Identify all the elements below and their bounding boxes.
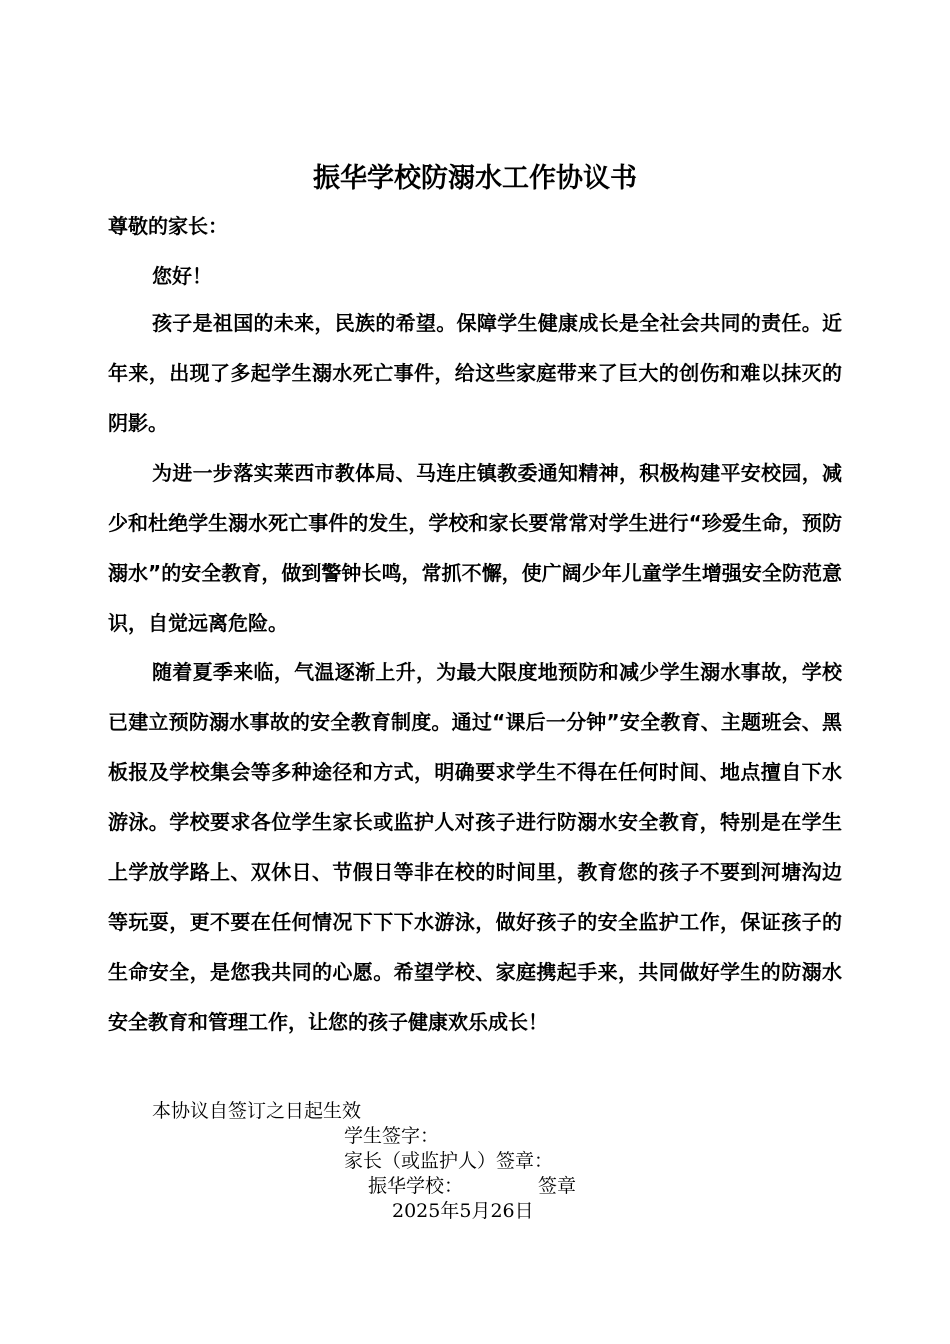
parent-signature-line: 家长（或监护人）签章： [344,1150,554,1172]
greeting: 您好！ [152,264,212,288]
paragraph: 随着夏季来临，气温逐渐上升，为最大限度地预防和减少学生溺水事故，学校已建立预防溺水事故的安全教育制度。通过“课后一分钟”安全教育、主题班会、黑板报及学校集会等多种途径和方式，明确要求学生不得在任何时间、地点擅自下水游泳。学校要求各位学生家长或监护人对孩子进行防溺水安全教育，特别是在学生上学放学路上、双休日、节假日等非在校的时间里，教育您的孩子不要到河塘沟边等玩耍，更不要在任何情况下下下水游泳，做好孩子的安全监护工作，保证孩子的生命安全，是您我共同的心愿。希望学校、家庭携起手来，共同做好学生的防溺水安全教育和管理工作，让您的孩子健康欢乐成长！ [108,660,842,1034]
effective-clause: 本协议自签订之日起生效 [152,1100,362,1122]
school-seal-label: 签章 [538,1175,577,1197]
document-title: 振华学校防溺水工作协议书 [313,163,637,194]
paragraph: 为进一步落实莱西市教体局、马连庄镇教委通知精神，积极构建平安校园，减少和杜绝学生溺水死亡事件的发生，学校和家长要常常对学生进行“珍爱生命，预防溺水”的安全教育，做到警钟长鸣，常抓不懈，使广阔少年儿童学生增强安全防范意识，自觉远离危险。 [108,461,842,635]
paragraph: 孩子是祖国的未来，民族的希望。保障学生健康成长是全社会共同的责任。近年来，出现了多起学生溺水死亡事件，给这些家庭带来了巨大的创伤和难以抹灭的阴影。 [108,311,842,435]
student-signature-line: 学生签字： [344,1125,440,1147]
signing-date: 2025年5月26日 [392,1200,534,1222]
salutation: 尊敬的家长： [108,214,228,238]
school-signature-line: 振华学校： [368,1175,464,1197]
